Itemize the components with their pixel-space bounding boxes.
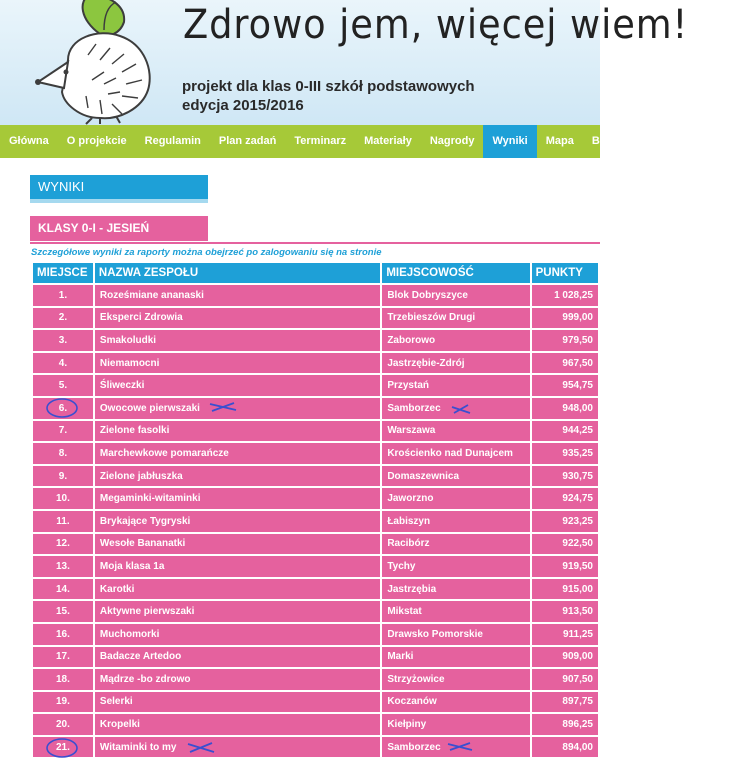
cell-place: 11. [33, 511, 93, 532]
cell-team: Marchewkowe pomarańcze [95, 443, 380, 464]
cell-team: Selerki [95, 692, 380, 713]
cell-place: 16. [33, 624, 93, 645]
cell-place: 9. [33, 466, 93, 487]
cell-points: 915,00 [532, 579, 598, 600]
cell-points: 967,50 [532, 353, 598, 374]
cell-city: Samborzec [382, 398, 529, 419]
subtitle-line-1: projekt dla klas 0-III szkół podstawowych [182, 78, 475, 95]
cell-team: Witaminki to my [95, 737, 380, 758]
cell-team: Zielone fasolki [95, 421, 380, 442]
subtitle-line-2: edycja 2015/2016 [182, 97, 304, 114]
table-row [33, 647, 598, 668]
table-row [33, 534, 598, 555]
nav-item-wyniki[interactable]: Wyniki [483, 125, 536, 158]
cell-city: Warszawa [382, 421, 529, 442]
cell-team: Kropelki [95, 714, 380, 735]
cell-place: 12. [33, 534, 93, 555]
cell-place: 15. [33, 601, 93, 622]
cell-place: 5. [33, 375, 93, 396]
table-row [33, 421, 598, 442]
subtitle [182, 77, 475, 115]
table-row [33, 669, 598, 690]
table-row [33, 556, 598, 577]
cell-place: 14. [33, 579, 93, 600]
nav-item-o-projekcie[interactable]: O projekcie [66, 135, 127, 147]
nav-item-materialy[interactable]: Materiały [364, 135, 412, 147]
table-row [33, 443, 598, 464]
cell-points: 909,00 [532, 647, 598, 668]
table-row [33, 714, 598, 735]
page-title: WYNIKI [30, 175, 208, 199]
cell-points: 907,50 [532, 669, 598, 690]
nav-item-faq[interactable]: FAQ [702, 135, 726, 147]
cell-city: Racibórz [382, 534, 529, 555]
section-title: KLASY 0-I - JESIEŃ [30, 216, 208, 241]
header-place: MIEJSCE [33, 263, 93, 283]
cell-points: 948,00 [532, 398, 598, 419]
cell-points: 930,75 [532, 466, 598, 487]
cell-place: 1. [33, 285, 93, 306]
cell-place: 20. [33, 714, 93, 735]
results-table [31, 261, 600, 759]
table-row [33, 737, 598, 758]
cell-points: 911,25 [532, 624, 598, 645]
cell-points: 923,25 [532, 511, 598, 532]
cell-place: 7. [33, 421, 93, 442]
cell-city: Koczanów [382, 692, 529, 713]
cell-city: Kiełpiny [382, 714, 529, 735]
header-points: PUNKTY [532, 263, 598, 283]
cell-team: Owocowe pierwszaki [95, 398, 380, 419]
cell-points: 913,50 [532, 601, 598, 622]
cell-team: Karotki [95, 579, 380, 600]
cell-team: Zielone jabłuszka [95, 466, 380, 487]
cell-team: Śliweczki [95, 375, 380, 396]
header-city: MIEJSCOWOŚĆ [382, 263, 529, 283]
nav-item-glowna[interactable]: Główna [9, 135, 49, 147]
cell-city: Jaworzno [382, 488, 529, 509]
cell-city: Blok Dobryszyce [382, 285, 529, 306]
cell-team: Moja klasa 1a [95, 556, 380, 577]
cell-city: Samborzec [382, 737, 529, 758]
cell-points: 999,00 [532, 308, 598, 329]
table-row [33, 308, 598, 329]
nav-item-bank-scenariuszy[interactable]: Bank scenariuszy [591, 135, 685, 147]
hedgehog-radish-logo-icon [8, 0, 173, 125]
cell-city: Krościenko nad Dunajcem [382, 443, 529, 464]
cell-team: Megaminki-witaminki [95, 488, 380, 509]
table-row [33, 511, 598, 532]
cell-city: Przystań [382, 375, 529, 396]
table-row [33, 579, 598, 600]
cell-place: 10. [33, 488, 93, 509]
slogan: Zdrowo jem, więcej wiem! [183, 2, 689, 48]
cell-points: 935,25 [532, 443, 598, 464]
cell-points: 922,50 [532, 534, 598, 555]
cell-place: 19. [33, 692, 93, 713]
cell-team: Niemamocni [95, 353, 380, 374]
table-row [33, 692, 598, 713]
cell-place: 21. [33, 737, 93, 758]
cell-city: Drawsko Pomorskie [382, 624, 529, 645]
cell-team: Mądrze -bo zdrowo [95, 669, 380, 690]
table-row [33, 601, 598, 622]
table-row [33, 285, 598, 306]
header-team: NAZWA ZESPOŁU [95, 263, 380, 283]
cell-points: 897,75 [532, 692, 598, 713]
nav-item-terminarz[interactable]: Terminarz [294, 135, 347, 147]
table-row [33, 398, 598, 419]
cell-team: Smakoludki [95, 330, 380, 351]
cell-points: 919,50 [532, 556, 598, 577]
cell-city: Mikstat [382, 601, 529, 622]
cell-city: Jastrzębie-Zdrój [382, 353, 529, 374]
cell-team: Brykające Tygryski [95, 511, 380, 532]
nav-item-mapa[interactable]: Mapa [545, 135, 574, 147]
cell-points: 944,25 [532, 421, 598, 442]
cell-city: Domaszewnica [382, 466, 529, 487]
cell-points: 894,00 [532, 737, 598, 758]
cell-city: Strzyżowice [382, 669, 529, 690]
cell-team: Muchomorki [95, 624, 380, 645]
nav-item-regulamin[interactable]: Regulamin [144, 135, 201, 147]
nav-item-nagrody[interactable]: Nagrody [429, 135, 475, 147]
cell-city: Tychy [382, 556, 529, 577]
table-row [33, 330, 598, 351]
cell-team: Roześmiane ananaski [95, 285, 380, 306]
main-nav [0, 125, 726, 158]
cell-place: 13. [33, 556, 93, 577]
cell-city: Łabiszyn [382, 511, 529, 532]
cell-points: 954,75 [532, 375, 598, 396]
header [0, 0, 689, 125]
cell-points: 1 028,25 [532, 285, 598, 306]
table-row [33, 488, 598, 509]
nav-item-plan-zadan[interactable]: Plan zadań [218, 135, 277, 147]
cell-city: Jastrzębia [382, 579, 529, 600]
cell-place: 17. [33, 647, 93, 668]
cell-place: 18. [33, 669, 93, 690]
cell-team: Badacze Artedoo [95, 647, 380, 668]
section-divider [30, 242, 600, 244]
table-row [33, 624, 598, 645]
cell-place: 6. [33, 398, 93, 419]
cell-points: 924,75 [532, 488, 598, 509]
table-row [33, 466, 598, 487]
cell-city: Zaborowo [382, 330, 529, 351]
table-header-row [33, 263, 598, 283]
page-title-underline [30, 199, 208, 203]
login-note: Szczegółowe wyniki za raporty można obejrzeć po zalogowaniu się na stronie [31, 247, 382, 258]
cell-points: 979,50 [532, 330, 598, 351]
cell-place: 2. [33, 308, 93, 329]
cell-place: 3. [33, 330, 93, 351]
cell-place: 8. [33, 443, 93, 464]
cell-city: Trzebieszów Drugi [382, 308, 529, 329]
cell-team: Eksperci Zdrowia [95, 308, 380, 329]
cell-place: 4. [33, 353, 93, 374]
table-row [33, 353, 598, 374]
cell-team: Aktywne pierwszaki [95, 601, 380, 622]
cell-city: Marki [382, 647, 529, 668]
cell-points: 896,25 [532, 714, 598, 735]
table-row [33, 375, 598, 396]
cell-team: Wesołe Bananatki [95, 534, 380, 555]
